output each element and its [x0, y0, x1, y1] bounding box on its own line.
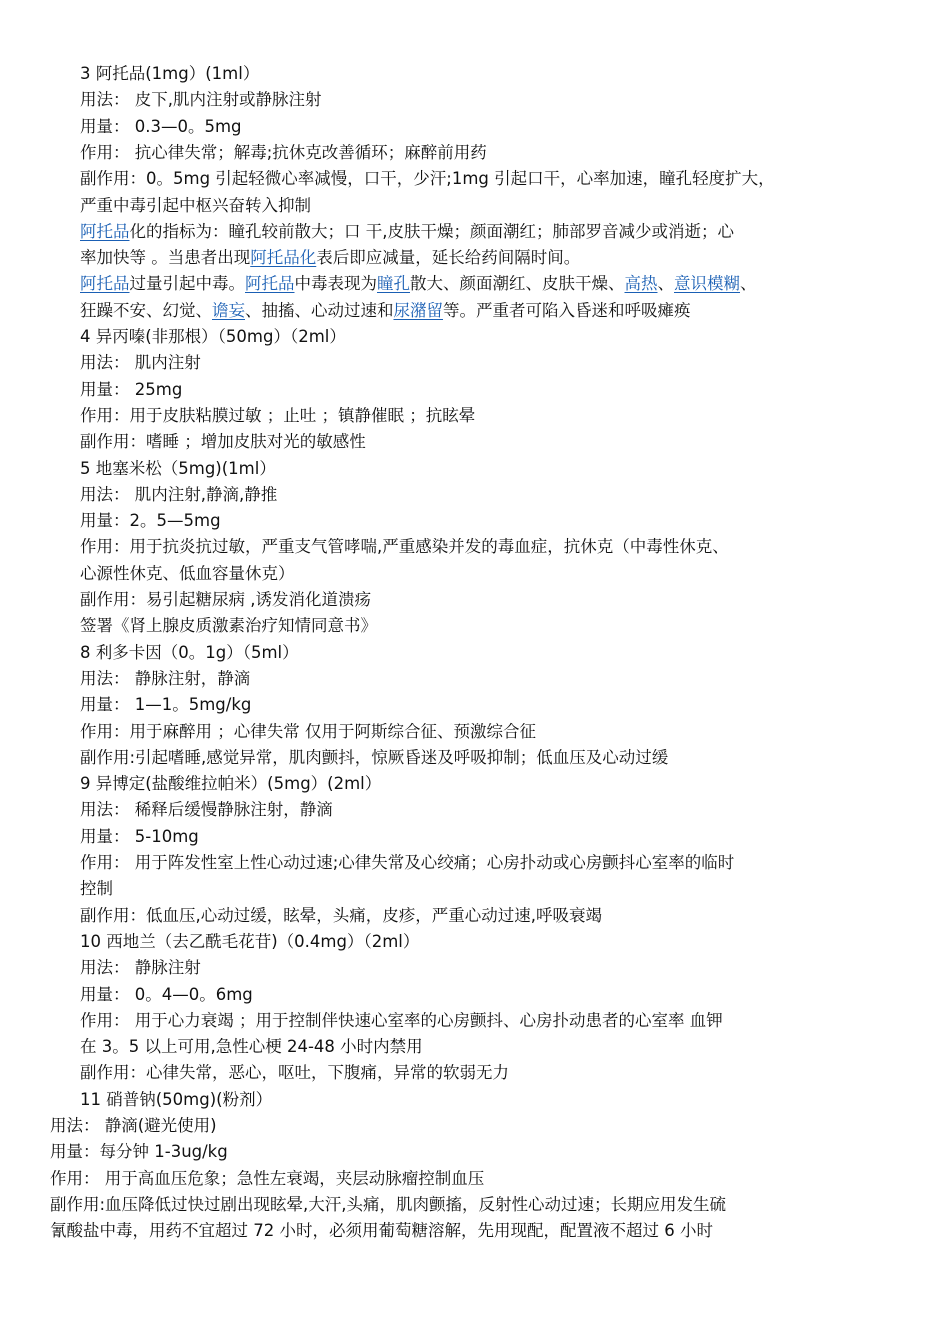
text-line [80, 904, 910, 930]
text-segment: 、抽搐、心动过速和 [245, 300, 394, 320]
text-line [80, 220, 910, 246]
text-segment: 率加快等 。当患者出现 [80, 248, 251, 268]
text-segment: 副作用:血压降低过快过剧出现眩晕,大汗,头痛，肌肉颤搐，反射性心动过速；长期应用发生硫 [50, 1194, 727, 1214]
text-segment: 用量：每分钟 1-3ug/kg [50, 1142, 228, 1162]
text-segment: 作用：用于抗炎抗过敏，严重支气管哮喘,严重感染并发的毒血症，抗休克（中毒性休克、 [80, 537, 729, 557]
text-line [80, 509, 910, 535]
text-line [50, 1167, 910, 1193]
text-line [50, 1114, 910, 1140]
term-link[interactable]: 高热 [624, 274, 658, 294]
text-segment: 控制 [80, 879, 113, 899]
text-line [80, 194, 910, 220]
text-line [80, 325, 910, 351]
text-segment: 狂躁不安、幻觉、 [80, 300, 212, 320]
text-line [80, 404, 910, 430]
text-segment: 副作用：心律失常，恶心，呕吐，下腹痛，异常的软弱无力 [80, 1063, 509, 1083]
text-line [50, 1140, 910, 1166]
text-segment: 作用： 抗心律失常；解毒;抗休克改善循环；麻醉前用药 [80, 142, 487, 162]
text-segment: 严重中毒引起中枢兴奋转入抑制 [80, 195, 311, 215]
text-line [80, 746, 910, 772]
text-segment: 副作用：嗜睡 ；增加皮肤对光的敏感性 [80, 432, 366, 452]
text-line [80, 115, 910, 141]
text-segment: 、 [740, 274, 757, 294]
text-line [80, 693, 910, 719]
text-segment: 10 西地兰（去乙酰毛花苷)（0.4mg）（2ml） [80, 931, 420, 951]
text-segment: 用法： 静滴(避光使用) [50, 1116, 217, 1135]
text-line [80, 772, 910, 798]
text-line [80, 141, 910, 167]
text-line [80, 88, 910, 114]
text-segment: 副作用:引起嗜睡,感觉异常，肌肉颤抖，惊厥昏迷及呼吸抑制；低血压及心动过缓 [80, 747, 669, 767]
text-line [80, 1009, 910, 1035]
text-line [80, 614, 910, 640]
text-line [80, 299, 910, 325]
text-segment: 过量引起中毒。 [129, 274, 245, 294]
text-segment: 用量： 1—1。5mg/kg [80, 695, 252, 715]
text-line [80, 588, 910, 614]
text-line [80, 798, 910, 824]
text-segment: 作用： 用于阵发性室上性心动过速;心律失常及心绞痛；心房扑动或心房颤抖心室率的临时 [80, 853, 735, 872]
term-link[interactable]: 瞳孔 [377, 274, 410, 294]
text-segment: 用法： 稀释后缓慢静脉注射，静滴 [80, 800, 333, 820]
text-line [80, 1061, 910, 1087]
text-segment: 、 [657, 274, 674, 294]
text-segment: 作用：用于皮肤粘膜过敏 ；止吐 ；镇静催眠 ；抗眩晕 [80, 405, 476, 425]
text-segment: 用法： 肌内注射,静滴,静推 [80, 484, 278, 504]
text-segment: 在 3。5 以上可用,急性心梗 24-48 小时内禁用 [80, 1037, 423, 1057]
text-line [80, 62, 910, 88]
text-line [80, 246, 910, 272]
text-segment: 表后即应减量，延长给药间隔时间。 [316, 248, 581, 268]
text-segment: 副作用：易引起糖尿病 ,诱发消化道溃疡 [80, 590, 371, 609]
text-line [80, 457, 910, 483]
text-segment: 5 地塞米松（5mg)(1ml） [80, 458, 276, 478]
text-segment: 副作用：低血压,心动过缓，眩晕，头痛，皮疹，严重心动过速,呼吸衰竭 [80, 905, 602, 925]
text-line [80, 535, 910, 561]
term-link[interactable]: 阿托品 [80, 274, 130, 294]
text-segment: 作用： 用于心力衰竭 ；用于控制伴快速心室率的心房颤抖、心房扑动患者的心室率 血钾 [80, 1010, 723, 1030]
text-line [80, 1088, 910, 1114]
text-line [80, 272, 910, 298]
text-segment: 副作用：0。5mg 引起轻微心率减慢，口干，少汗;1mg 引起口干，心率加速，瞳孔轻度扩大， [80, 169, 775, 189]
text-line [80, 378, 910, 404]
text-segment: 用法： 肌内注射 [80, 353, 201, 373]
text-segment: 等。严重者可陷入昏迷和呼吸瘫痪 [443, 300, 691, 320]
text-segment: 用量： 0。4—0。6mg [80, 984, 253, 1004]
text-line [80, 430, 910, 456]
text-line [80, 956, 910, 982]
text-line [50, 1219, 910, 1245]
term-link[interactable]: 尿潴留 [393, 300, 443, 320]
text-segment: 中毒表现为 [294, 274, 377, 294]
text-line [80, 983, 910, 1009]
term-link[interactable]: 阿托品 [245, 274, 295, 294]
text-segment: 8 利多卡因（0。1g）（5ml） [80, 642, 299, 662]
text-segment: 用量： 5-10mg [80, 826, 199, 846]
text-line [80, 720, 910, 746]
term-link[interactable]: 阿托品 [80, 221, 130, 241]
text-segment: 签署《肾上腺皮质激素治疗知情同意书》 [80, 616, 377, 636]
text-line [80, 851, 910, 877]
text-segment: 用量： 25mg [80, 379, 183, 399]
text-segment: 氰酸盐中毒，用药不宜超过 72 小时，必须用葡萄糖溶解，先用现配，配置液不超过 6 小时 [50, 1221, 713, 1241]
text-segment: 用法： 静脉注射 [80, 958, 201, 978]
text-line [80, 167, 910, 193]
text-line [80, 825, 910, 851]
text-segment: 用法： 皮下,肌内注射或静脉注射 [80, 90, 322, 110]
text-line [80, 641, 910, 667]
text-segment: 9 异博定(盐酸维拉帕米）(5mg）(2ml） [80, 774, 382, 794]
text-segment: 作用： 用于高血压危象；急性左衰竭，夹层动脉瘤控制血压 [50, 1168, 485, 1188]
text-line [80, 351, 910, 377]
text-segment: 心源性休克、低血容量休克） [80, 563, 295, 583]
text-segment: 用法： 静脉注射，静滴 [80, 668, 251, 688]
text-segment: 11 硝普钠(50mg)(粉剂） [80, 1089, 273, 1109]
text-segment: 4 异丙嗪(非那根）（50mg）（2ml） [80, 327, 346, 346]
text-segment: 散大、颜面潮红、皮肤干燥、 [410, 274, 625, 294]
text-segment: 3 阿托品(1mg）(1ml） [80, 64, 260, 83]
text-line [50, 1193, 910, 1219]
text-segment: 作用：用于麻醉用 ；心律失常 仅用于阿斯综合征、预激综合征 [80, 721, 536, 741]
text-line [80, 930, 910, 956]
text-line [80, 562, 910, 588]
text-line [80, 877, 910, 903]
text-line [80, 483, 910, 509]
text-line [80, 667, 910, 693]
text-segment: 用量：2。5—5mg [80, 511, 221, 531]
term-link[interactable]: 谵妄 [212, 300, 245, 320]
term-link[interactable]: 意识模糊 [674, 274, 740, 294]
text-line [80, 1035, 910, 1061]
text-segment: 用量： 0.3—0。5mg [80, 116, 242, 136]
term-link[interactable]: 阿托品化 [250, 248, 317, 268]
text-segment: 化的指标为：瞳孔较前散大；口 干,皮肤干燥；颜面潮红；肺部罗音减少或消逝；心 [129, 221, 734, 241]
